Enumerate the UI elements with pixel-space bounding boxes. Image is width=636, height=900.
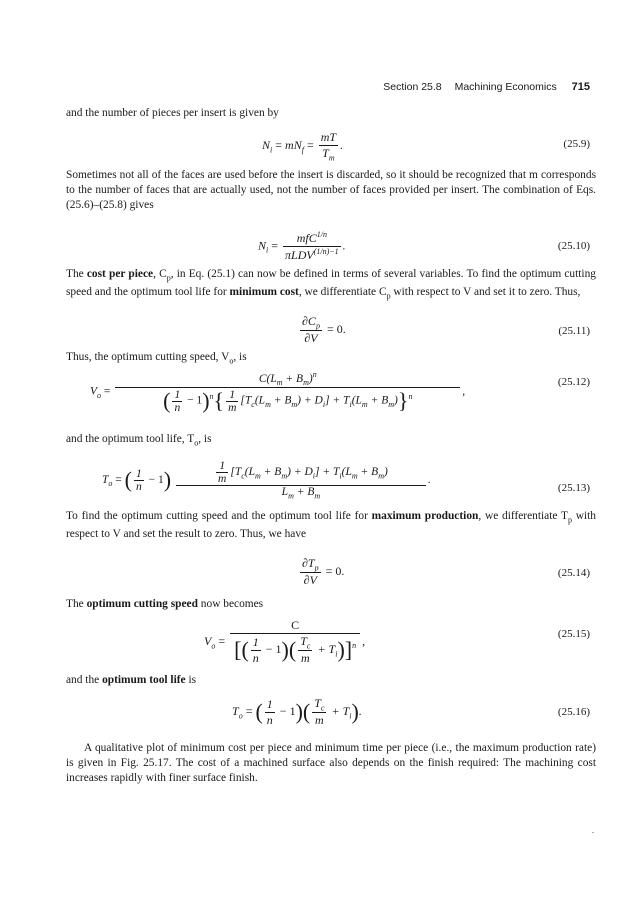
paragraph-6: To find the optimum cutting speed and the optimum tool life for maximum production, we differentiate $T_p$ with respect to V and set the result to zero. Thus, we have <box>66 510 596 541</box>
equation-25-14: $\frac{\partial T_p}{\partial V}$ = 0. (25.14) <box>302 556 590 588</box>
equation-25-16: $T_o$ = ( $\frac{1}{n}$ − 1)( $\frac{T_c}{m}$ + $T_i$). (25.16) <box>232 696 590 728</box>
equation-25-11: $\frac{\partial C_p}{\partial V}$ = 0. (25.11) <box>302 314 590 346</box>
equation-25-9: $N_i = mN_f$ = $\frac{mT}{T_m}$ . (25.9) <box>262 130 590 163</box>
chapter-section-title: Machining Economics <box>454 81 557 93</box>
equation-number: (25.13) <box>557 482 590 494</box>
equation-number: (25.14) <box>557 567 590 579</box>
equation-25-12: $V_o$ = $C(L_m + B_m)^n$ ( $\frac{1}{n}$ − 1)$^n${ $\frac{1}{m}$ $[T_c(L_m + B_m) + D_i] + T_i(L_m + B_m)\}^n$ , (25.12) <box>90 370 590 414</box>
page-number: 715 <box>571 81 590 93</box>
paragraph-2: Sometimes not all of the faces are used before the insert is discarded, so it should be recognized that m corresponds to the number of faces that are actually used, not the number of faces provided per insert. The combination of Eqs. (25.6)–(25.8) gives <box>66 169 596 212</box>
equation-25-15: $V_o$ = C [( $\frac{1}{n}$ − 1)( $\frac{T_c}{m}$ + $T_i)]^n$ , (25.15) <box>204 618 590 666</box>
equation-25-10: $N_i$ = $\frac{mfC^{1/n}}{\pi LDV^{(1/n)-1}}$ . (25.10) <box>258 230 590 262</box>
paragraph-5: and the optimum tool life, $T_o$, is <box>66 433 212 448</box>
paragraph-3: The cost per piece, $C_p$, in Eq. (25.1) can now be defined in terms of several variables. To find the optimum cutting speed and the optimum tool life for minimum cost, we differentiate $C_p$ with respect to V and set it to zero. Thus, <box>66 268 596 301</box>
equation-number: (25.10) <box>557 240 590 252</box>
paragraph-9: A qualitative plot of minimum cost per piece and minimum time per piece (i.e., the maximum production rate) is given in Fig. 25.17. The cost of a machined surface also depends on the finish required: The machining cost increases rapidly with finer surface finish. <box>66 742 596 785</box>
equation-number: (25.11) <box>558 325 590 337</box>
equation-number: (25.16) <box>557 706 590 718</box>
paragraph-8: and the optimum tool life is <box>66 674 197 686</box>
scan-speck: . <box>592 826 594 835</box>
equation-number: (25.12) <box>557 376 590 388</box>
equation-number: (25.9) <box>563 138 590 150</box>
equation-25-13: $T_o$ = ( $\frac{1}{n}$ − 1) $\frac{1}{m}$ $[T_c(L_m + B_m) + D_i] + T_i(L_m + B_m)$ $L_m + B_m$ . (25.13) <box>102 460 590 501</box>
paragraph-7: The optimum cutting speed now becomes <box>66 598 264 610</box>
equation-number: (25.15) <box>557 628 590 640</box>
section-label: Section 25.8 <box>383 81 442 93</box>
paragraph-1: and the number of pieces per insert is given by <box>66 107 279 119</box>
paragraph-4: Thus, the optimum cutting speed, $V_o$, is <box>66 351 247 366</box>
running-head <box>383 81 590 93</box>
